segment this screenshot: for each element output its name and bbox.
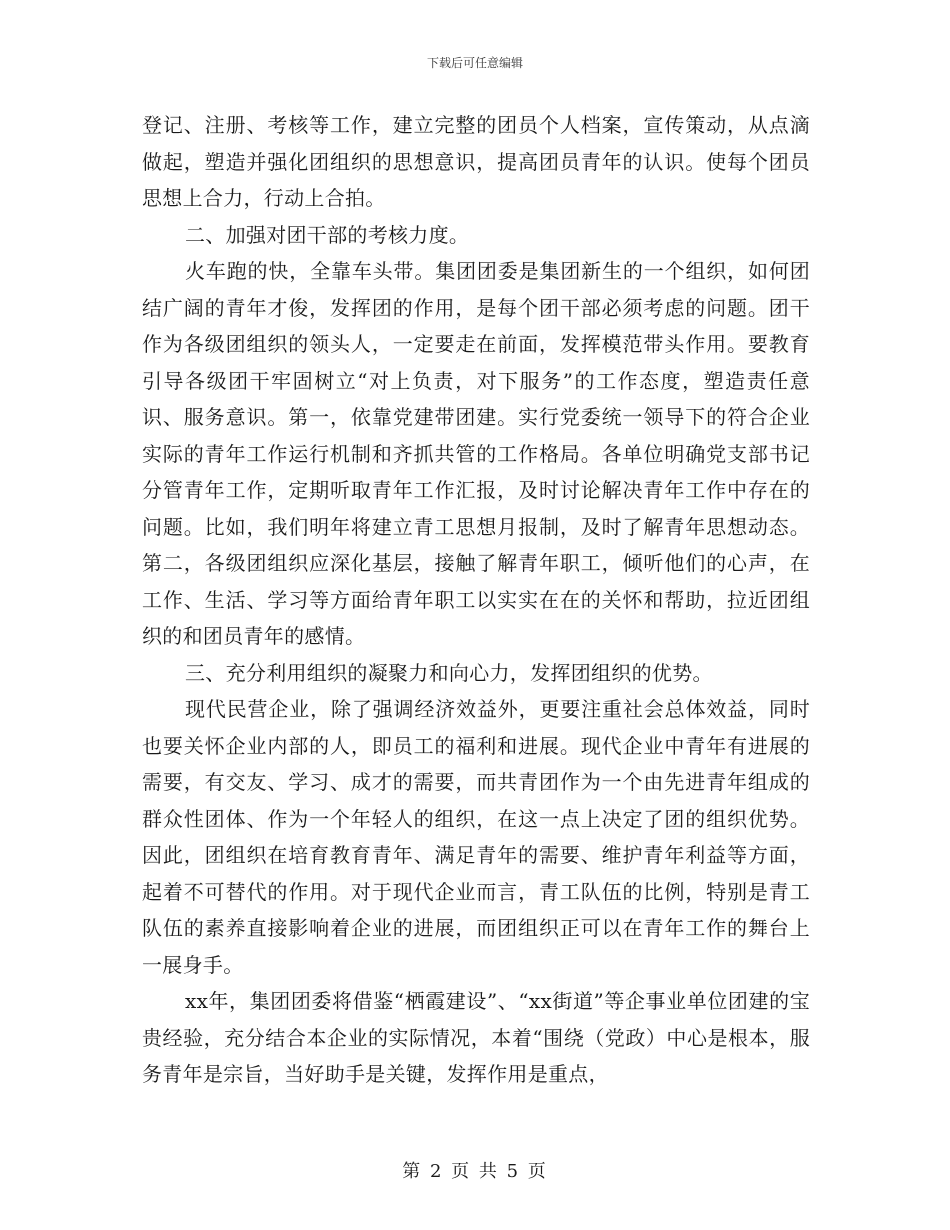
- paragraph-5: 现代民营企业，除了强调经济效益外，更要注重社会总体效益，同时也要关怀企业内部的人，即员工的福利和进展。现代企业中青年有进展的需要，有交友、学习、成才的需要，而共青团作为一个由先进青年组成的群众性团体、作为一个年轻人的组织，在这一点上决定了团的组织优势。因此，团组织在培育教育青年、满足青年的需要、维护青年利益等方面，起着不可替代的作用。对于现代企业而言，青工队伍的比例，特别是青工队伍的素养直接影响着企业的进展，而团组织正可以在青年工作的舞台上一展身手。: [142, 697, 810, 977]
- paragraph-2-heading: 二、加强对团干部的考核力度。: [185, 222, 470, 247]
- page-footer: 第 2 页 共 5 页: [402, 1161, 548, 1182]
- paragraph-4-heading: 三、充分利用组织的凝聚力和向心力，发挥团组织的优势。: [185, 660, 713, 685]
- document-body: [142, 107, 810, 1093]
- page-header: 下载后可任意编辑: [426, 56, 523, 70]
- paragraph-6: xx年，集团团委将借鉴“栖霞建设”、“xx街道”等企事业单位团建的宝贵经验，充分结合本企业的实际情况，本着“围绕（党政）中心是根本，服务青年是宗旨，当好助手是关键，发挥作用是重点，: [142, 989, 810, 1086]
- paragraph-3: 火车跑的快，全靠车头带。集团团委是集团新生的一个组织，如何团结广阔的青年才俊，发挥团的作用，是每个团干部必须考虑的问题。团干作为各级团组织的领头人，一定要走在前面，发挥模范带头作用。要教育引导各级团干牢固树立“对上负责，对下服务”的工作态度，塑造责任意识、服务意识。第一，依靠党建带团建。实行党委统一领导下的符合企业实际的青年工作运行机制和齐抓共管的工作格局。各单位明确党支部书记分管青年工作，定期听取青年工作汇报，及时讨论解决青年工作中存在的问题。比如，我们明年将建立青工思想月报制，及时了解青年思想动态。第二，各级团组织应深化基层，接触了解青年职工，倾听他们的心声，在工作、生活、学习等方面给青年职工以实实在在的关怀和帮助，拉近团组织的和团员青年的感情。: [142, 259, 810, 648]
- paragraph-1: 登记、注册、考核等工作，建立完整的团员个人档案，宣传策动，从点滴做起，塑造并强化团组织的思想意识，提高团员青年的认识。使每个团员思想上合力，行动上合拍。: [142, 113, 810, 210]
